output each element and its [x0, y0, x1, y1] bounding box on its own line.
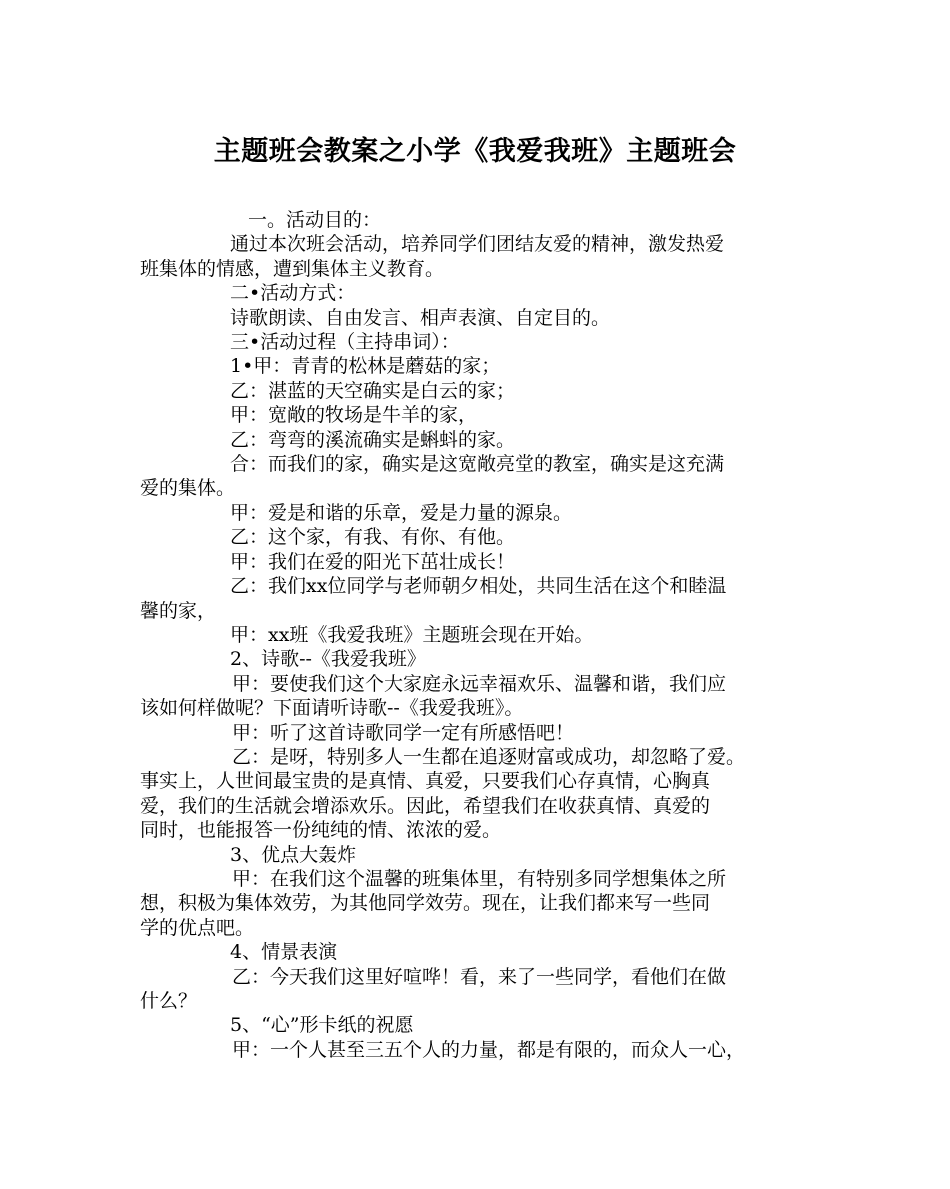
- text-line: 乙：湛蓝的天空确实是白云的家；: [230, 379, 516, 402]
- text-line: 乙：这个家，有我、有你、有他。: [230, 526, 516, 549]
- text-line: 甲：一个人甚至三五个人的力量，都是有限的，而众人一心，: [232, 1038, 746, 1061]
- text-line: 4、情景表演: [230, 941, 338, 964]
- text-line: 甲：我们在爱的阳光下茁壮成长！: [230, 550, 516, 573]
- text-line: 乙：是呀，特别多人一生都在追逐财富或成功，却忽略了爱。: [232, 745, 746, 768]
- text-line: 甲：听了这首诗歌同学一定有所感悟吧！: [232, 721, 575, 744]
- text-line: 该如何样做呢？下面请听诗歌--《我爱我班》。: [140, 697, 524, 720]
- document-body: [140, 208, 812, 1062]
- text-line: 馨的家，: [140, 599, 217, 622]
- text-line: 学的优点吧。: [140, 916, 255, 939]
- text-line: 合：而我们的家，确实是这宽敞亮堂的教室，确实是这充满: [230, 453, 725, 476]
- text-line: 甲：xx班《我爱我班》主题班会现在开始。: [230, 623, 594, 646]
- text-line: 班集体的情感，遭到集体主义教育。: [140, 257, 445, 280]
- text-line: 乙：我们xx位同学与老师朝夕相处，共同生活在这个和睦温: [230, 575, 727, 598]
- text-line: 甲：要使我们这个大家庭永远幸福欢乐、温馨和谐，我们应: [232, 672, 727, 695]
- text-line: 乙：弯弯的溪流确实是蝌蚪的家。: [230, 428, 516, 451]
- text-line: 想，积极为集体效劳，为其他同学效劳。现在，让我们都来写一些同: [140, 892, 711, 915]
- text-line: 同时，也能报答一份纯纯的情、浓浓的爱。: [140, 819, 502, 842]
- text-line: 5、“心”形卡纸的祝愿: [230, 1014, 414, 1037]
- text-line: 诗歌朗读、自由发言、相声表演、自定目的。: [230, 306, 611, 329]
- text-line: 三•活动过程（主持串词）：: [230, 331, 460, 354]
- text-line: 二•活动方式：: [230, 282, 356, 305]
- text-line: 爱，我们的生活就会增添欢乐。因此，希望我们在收获真情、真爱的: [140, 794, 711, 817]
- text-line: 2、诗歌--《我爱我班》: [230, 648, 426, 671]
- text-line: 甲：宽敞的牧场是牛羊的家，: [230, 404, 478, 427]
- text-line: 1•甲：青青的松林是蘑菇的家；: [230, 355, 501, 378]
- text-line: 什么？: [140, 990, 198, 1012]
- text-line: 通过本次班会活动，培养同学们团结友爱的精神，激发热爱: [230, 233, 725, 256]
- text-line: 一。活动目的：: [248, 209, 382, 231]
- text-line: 爱的集体。: [140, 477, 236, 500]
- text-line: 乙：今天我们这里好喧哗！看，来了一些同学，看他们在做: [232, 965, 727, 988]
- text-line: 3、优点大轰炸: [230, 843, 357, 866]
- document-title: 主题班会教案之小学《我爱我班》主题班会: [213, 136, 737, 167]
- text-line: 事实上，人世间最宝贵的是真情、真爱，只要我们心存真情，心胸真: [140, 770, 711, 793]
- text-line: 甲：爱是和谐的乐章，爱是力量的源泉。: [230, 501, 573, 524]
- text-line: 甲：在我们这个温馨的班集体里，有特别多同学想集体之所: [232, 867, 727, 890]
